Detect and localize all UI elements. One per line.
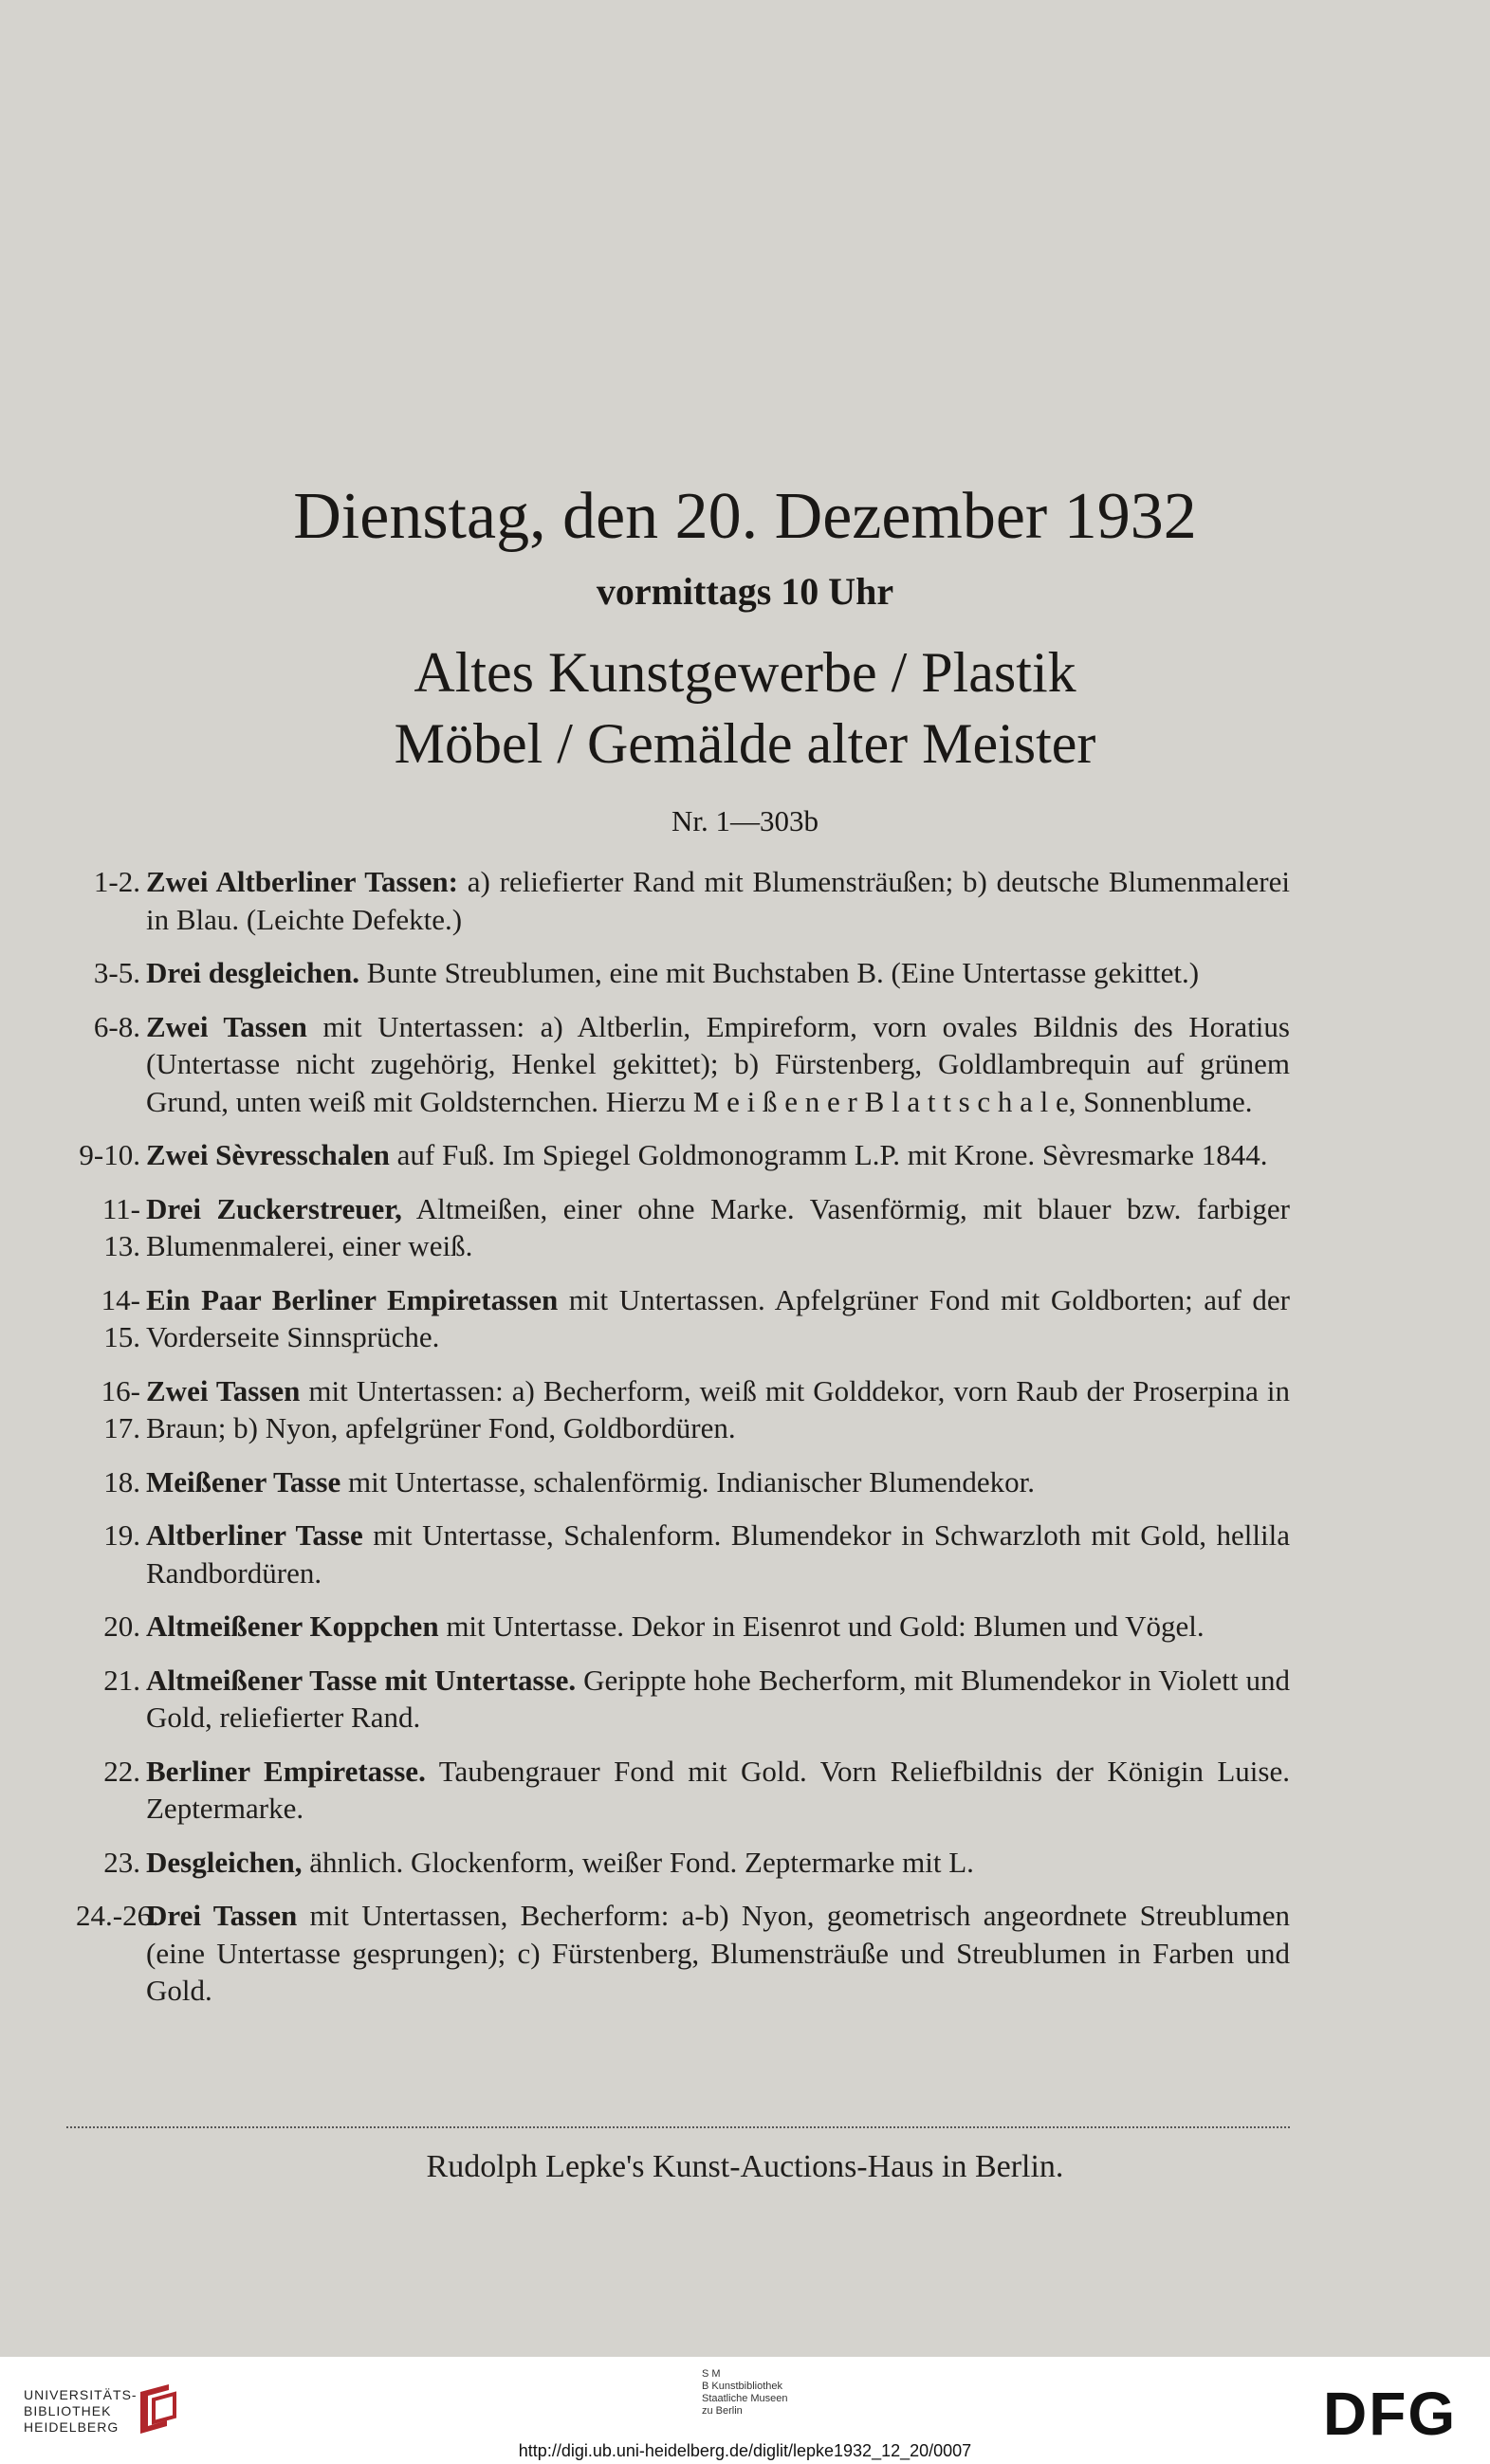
lot-entry bbox=[76, 1897, 1290, 2010]
auction-date: Dienstag, den 20. Dezember 1932 bbox=[293, 480, 1197, 553]
footer-divider bbox=[66, 2126, 1290, 2128]
lot-title: Drei Tassen bbox=[146, 1899, 298, 1932]
library-emblem-icon bbox=[135, 2379, 180, 2436]
publisher-footer: Rudolph Lepke's Kunst-Auctions-Haus in Berlin. bbox=[426, 2149, 1064, 2184]
lot-number: 20. bbox=[103, 1609, 140, 1643]
lot-description: a) reliefierter Rand mit Blumensträußen; b) deutsche Blumenmalerei in Blau. (Leichte Defekte.) bbox=[146, 865, 1290, 936]
category-line-2: Möbel / Gemälde alter Meister bbox=[394, 712, 1096, 775]
lot-range: Nr. 1—303b bbox=[671, 804, 819, 837]
lot-description: mit Untertasse. Dekor in Eisenrot und Gold: Blumen und Vögel. bbox=[438, 1609, 1205, 1643]
lot-number: 1-2. bbox=[93, 865, 140, 898]
lot-entry bbox=[76, 1753, 1290, 1828]
lot-description: Altmeißen, einer ohne Marke. Vasenförmig, mit blauer bzw. farbiger Blumenmalerei, einer weiß. bbox=[146, 1191, 1291, 1262]
lot-number: 14-15. bbox=[101, 1282, 140, 1353]
lot-title: Drei desgleichen. bbox=[146, 956, 360, 989]
lot-entry bbox=[76, 1190, 1290, 1265]
category-line-1: Altes Kunstgewerbe / Plastik bbox=[414, 641, 1076, 704]
lot-title: Meißener Tasse bbox=[146, 1464, 341, 1499]
lot-title: Ein Paar Berliner Empiretassen bbox=[146, 1282, 559, 1316]
lot-entry bbox=[76, 1608, 1290, 1646]
lot-description: mit Untertasse, Schalenform. Blumendekor in Schwarzloth mit Gold, hellila Randbordüren. bbox=[146, 1518, 1290, 1590]
lot-entry bbox=[76, 1136, 1290, 1174]
lot-title: Zwei Altberliner Tassen: bbox=[146, 865, 458, 898]
lot-number: 21. bbox=[103, 1663, 140, 1697]
lot-description: Taubengrauer Fond mit Gold. Vorn Reliefbildnis der Königin Luise. Zeptermarke. bbox=[146, 1754, 1290, 1825]
lot-number: 11-13. bbox=[101, 1191, 140, 1262]
lot-title: Desgleichen, bbox=[146, 1845, 303, 1879]
lot-number: 6-8. bbox=[93, 1009, 140, 1043]
lot-entry bbox=[76, 1844, 1290, 1882]
lot-number: 16-17. bbox=[101, 1373, 140, 1444]
lot-entry bbox=[76, 1662, 1290, 1737]
lot-list bbox=[76, 863, 1290, 2026]
lot-number: 9-10. bbox=[79, 1138, 140, 1171]
lot-entry bbox=[76, 863, 1290, 938]
lot-title: Zwei Tassen bbox=[146, 1009, 307, 1043]
lot-entry bbox=[76, 954, 1290, 992]
lot-description: mit Untertassen: a) Altberlin, Empireform, vorn ovales Bildnis des Horatius (Untertasse nicht zugehörig, Henkel gekittet); b) Fürstenberg, Goldlambrequin auf grünem Grund, unten weiß mit Goldsternchen. Hierzu M e i ß e n e r B l a t t s c h a l e, Sonnenblume. bbox=[146, 1009, 1290, 1118]
lot-title: Berliner Empiretasse. bbox=[146, 1754, 426, 1788]
lot-description: mit Untertasse, schalenförmig. Indianischer Blumendekor. bbox=[340, 1464, 1036, 1499]
kunstbibliothek-stamp: S M B Kunstbibliothek Staatliche Museen zu Berlin bbox=[702, 2368, 788, 2417]
lot-description: mit Untertassen: a) Becherform, weiß mit Golddekor, vorn Raub der Proserpina in Braun; b) Nyon, apfelgrüner Fond, Goldbordüren. bbox=[146, 1373, 1290, 1444]
lot-title: Altberliner Tasse bbox=[146, 1518, 363, 1552]
lot-number: 3-5. bbox=[93, 956, 140, 989]
source-url-link[interactable]: http://digi.ub.uni-heidelberg.de/diglit/lepke1932_12_20/0007 bbox=[518, 2441, 972, 2460]
lot-description: mit Untertassen, Becherform: a-b) Nyon, geometrisch angeordnete Streublumen (eine Untertasse gesprungen); c) Fürstenberg, Blumensträuße und Streublumen in Farben und Gold. bbox=[146, 1899, 1290, 2007]
lot-number: 24.-26. bbox=[76, 1899, 159, 1932]
lot-entry bbox=[76, 1008, 1290, 1121]
lot-description: ähnlich. Glockenform, weißer Fond. Zeptermarke mit L. bbox=[302, 1845, 974, 1879]
lot-entry bbox=[76, 1517, 1290, 1591]
lot-number: 22. bbox=[103, 1754, 140, 1788]
lot-title: Altmeißener Tasse mit Untertasse. bbox=[146, 1663, 577, 1697]
lot-number: 19. bbox=[103, 1518, 140, 1552]
lot-entry bbox=[76, 1463, 1290, 1501]
lot-entry bbox=[76, 1281, 1290, 1356]
lot-description: Bunte Streublumen, eine mit Buchstaben B. (Eine Untertasse gekittet.) bbox=[359, 956, 1200, 989]
auction-time: vormittags 10 Uhr bbox=[596, 570, 894, 613]
lot-description: Gerippte hohe Becherform, mit Blumendekor in Violett und Gold, reliefierter Rand. bbox=[146, 1663, 1290, 1734]
lot-title: Altmeißener Koppchen bbox=[146, 1609, 439, 1643]
lot-title: Zwei Sèvresschalen bbox=[146, 1138, 390, 1171]
lot-description: auf Fuß. Im Spiegel Goldmonogramm L.P. mit Krone. Sèvresmarke 1844. bbox=[389, 1138, 1268, 1171]
dfg-logo: DFG bbox=[1323, 2380, 1458, 2448]
university-library-logo: UNIVERSITÄTS- BIBLIOTHEK HEIDELBERG bbox=[24, 2387, 138, 2435]
lot-entry bbox=[76, 1372, 1290, 1447]
lot-title: Zwei Tassen bbox=[146, 1373, 301, 1407]
lot-number: 18. bbox=[103, 1464, 140, 1499]
lot-number: 23. bbox=[103, 1845, 140, 1879]
lot-title: Drei Zuckerstreuer, bbox=[146, 1191, 402, 1225]
lot-description: mit Untertassen. Apfelgrüner Fond mit Goldborten; auf der Vorderseite Sinnsprüche. bbox=[146, 1282, 1290, 1353]
